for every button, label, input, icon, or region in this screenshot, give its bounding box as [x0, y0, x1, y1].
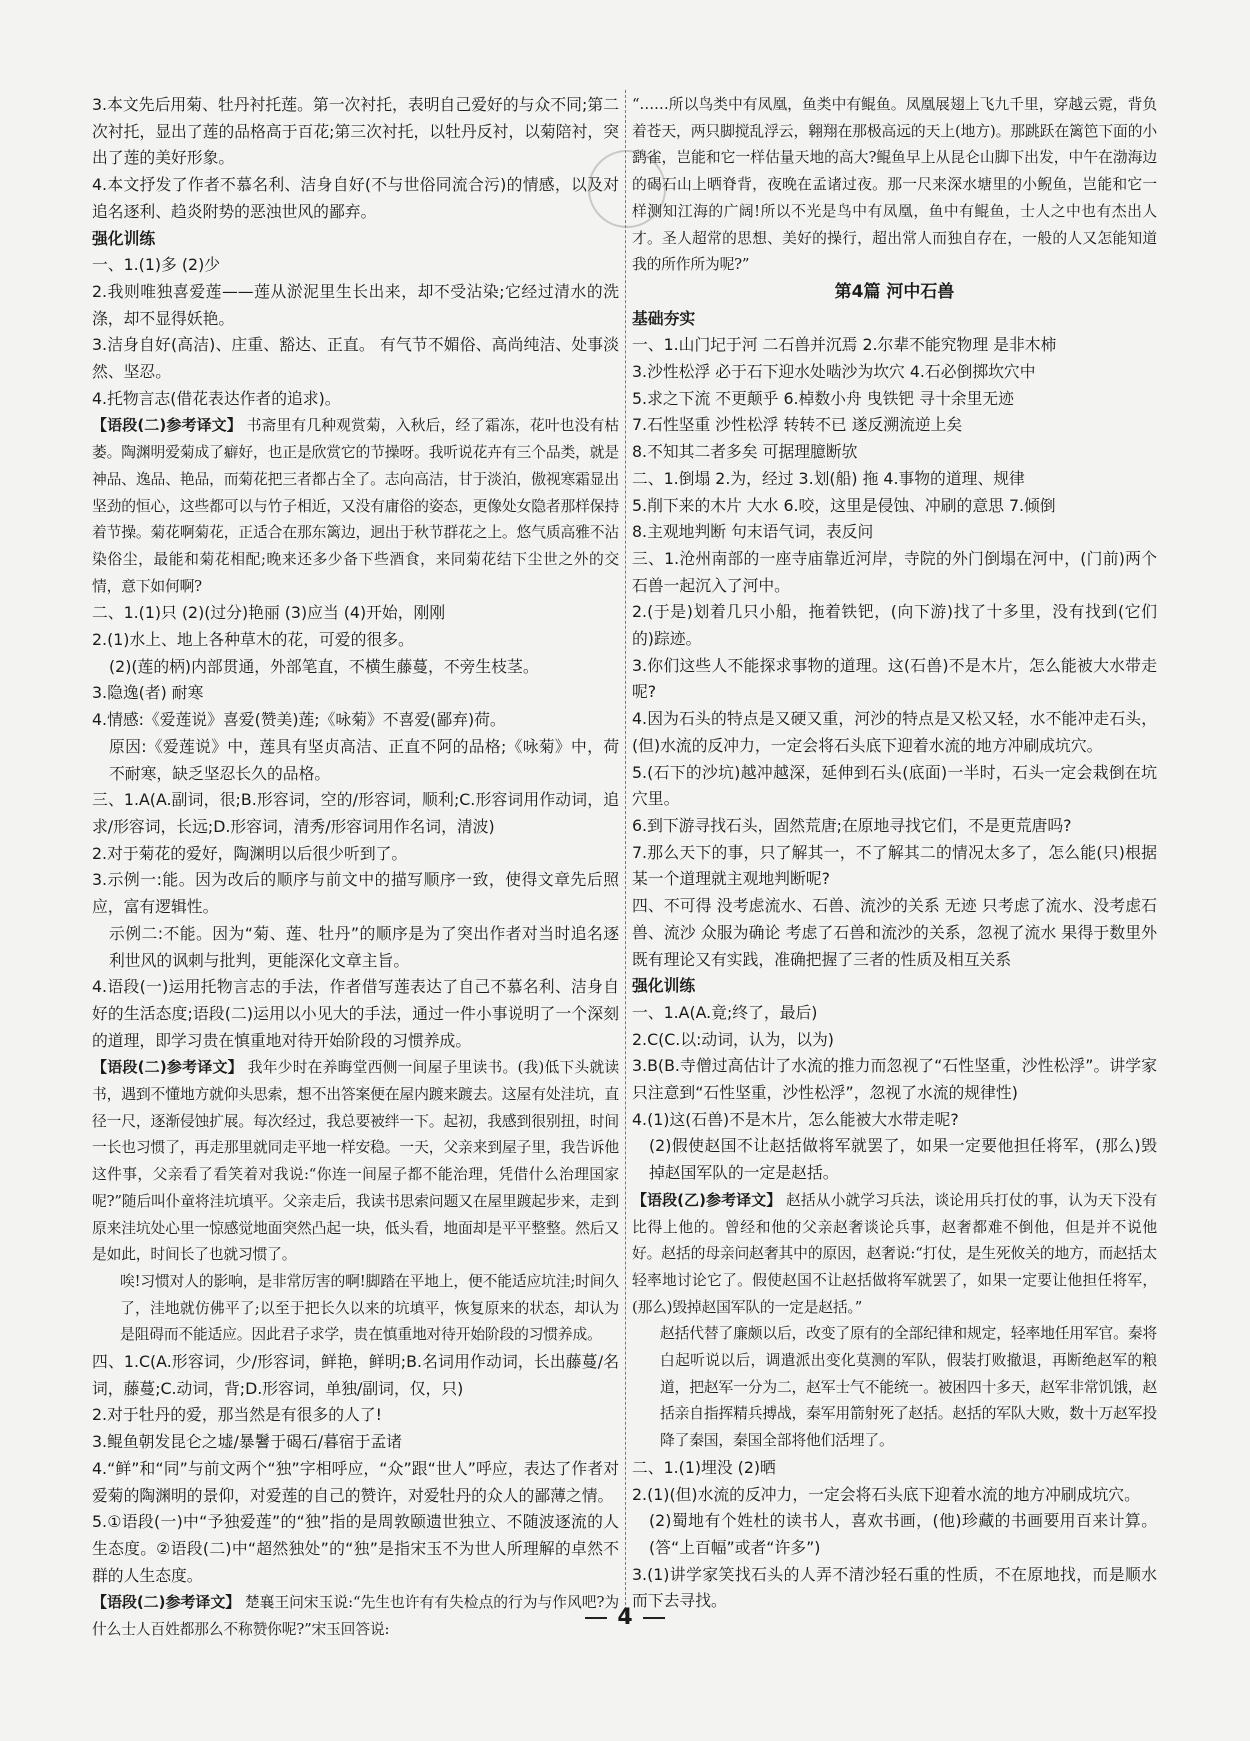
left-paragraph — [92, 279, 619, 332]
paragraph-text: 7.石性坚重 沙性松浮 转转不已 遂反溯流逆上矣 — [632, 415, 963, 435]
paragraph-text: 二、1.(1)埋没 (2)晒 — [632, 1457, 776, 1477]
right-paragraph — [632, 386, 1157, 413]
right-column — [632, 92, 1157, 1615]
right-paragraph — [632, 332, 1157, 359]
paragraph-text: 3.示例一:能。因为改后的顺序与前文中的描写顺序一致，使得文章先后照应，富有逻辑性。 — [92, 870, 619, 917]
paragraph-text: 赵括从小就学习兵法，谈论用兵打仗的事，认为天下没有比得上他的。曾经和他的父亲赵奢谈论兵事，赵奢都难不倒他，但是并不说他好。赵括的母亲问赵奢其中的原因，赵奢说:“打仗，是生死攸关的地方，而赵括太轻率地讨论它了。假使赵国不让赵括做将军就罢了，如果一定要让他担任将军，(那么)毁掉赵国军队的一定是赵括。” — [632, 1191, 1157, 1316]
right-paragraph — [632, 279, 1157, 306]
paragraph-text: 4.本文抒发了作者不慕名利、洁身自好(不与世俗同流合污)的情感，以及对追名逐利、趋炎附势的恶浊世风的鄙弃。 — [92, 175, 619, 221]
paragraph-text: 3.本文先后用菊、牡丹衬托莲。第一次衬托，表明自己爱好的与众不同;第二次衬托，显出了莲的品格高于百花;第三次衬托，以牡丹反衬，以菊陪衬，突出了莲的美好形象。 — [92, 95, 619, 168]
left-paragraph — [92, 1429, 619, 1456]
left-paragraph — [92, 92, 619, 172]
paragraph-text: 4.(1)这(石兽)不是木片，怎么能被大水带走呢? — [632, 1109, 959, 1129]
paragraph-text: 2.C(C.以:动词，认为，以为) — [632, 1029, 834, 1049]
paragraph-text: (2)假使赵国不让赵括做将军就罢了，如果一定要他担任将军，(那么)毁掉赵国军队的一定是赵括。 — [649, 1136, 1157, 1183]
paragraph-text: 2.对于菊花的爱好，陶渊明以后很少听到了。 — [92, 843, 408, 863]
paragraph-text: 3.B(B.寺僧过高估计了水流的推力而忽视了“石性坚重，沙性松浮”。讲学家只注意到“石性坚重，沙性松浮”，忽视了水流的规律性) — [632, 1056, 1157, 1103]
left-paragraph — [92, 841, 619, 868]
left-paragraph — [92, 627, 619, 654]
paragraph-text: 3.洁身自好(高洁)、庄重、豁达、正直。 有气节不媚俗、高尚纯洁、处事淡然、坚忍。 — [92, 335, 619, 382]
paragraph-text: 书斋里有几种观赏菊，入秋后，经了霜冻，花叶也没有枯萎。陶渊明爱菊成了癖好，也正是欣赏它的节操呀。我听说花卉有三个品类，就是神品、逸品、艳品，而菊花把三者都占全了。志向高洁，甘于淡泊，傲视寒霜显出坚劲的恒心，这些都可以与竹子相近，又没有庸俗的姿态，更像处女隐者那样保持着节操。菊花啊菊花，正适合在那东篱边，迥出于秋节群花之上。悠气质高雅不沾染俗尘，最能和菊花相配;晚来还多少备下些酒食，来同菊花结下尘世之外的交情，意下如何啊? — [92, 417, 619, 595]
right-paragraph — [632, 1107, 1157, 1134]
translation-tag: 【语段(二)参考译文】 — [92, 1593, 241, 1612]
paragraph-text: (2)蜀地有个姓杜的读书人，喜欢书画，(他)珍藏的书画要用百来计算。(答“上百幅”或者“许多”) — [649, 1511, 1158, 1557]
left-paragraph — [92, 867, 619, 920]
paragraph-text: 强化训练 — [92, 228, 156, 248]
left-paragraph — [92, 1269, 619, 1349]
paragraph-text: 一、1.山门圮于河 二石兽并沉焉 2.尔辈不能究物理 是非木柿 — [632, 335, 1057, 355]
paragraph-text: 5.求之下流 不更颠乎 6.棹数小舟 曳铁钯 寻十余里无迹 — [632, 388, 1014, 408]
paragraph-text: 四、不可得 没考虑流水、石兽、流沙的关系 无迹 只考虑了流水、没考虑石兽、流沙 众服为确论 考虑了石兽和流沙的关系，忽视了流水 果得于数里外 既有理论又有实践，准确把握了三者的性质及相互关系 — [632, 896, 1157, 969]
translation-tag: 【语段(二)参考译文】 — [92, 1058, 243, 1077]
paragraph-text: 楚襄王问宋玉说:“先生也许有有失检点的行为与作风吧?为什么士人百姓都那么不称赞你呢?”宋玉回答说: — [92, 1594, 619, 1639]
paragraph-text: 二、1.(1)只 (2)(过分)艳丽 (3)应当 (4)开始，刚刚 — [92, 603, 446, 623]
page-number — [0, 1605, 1250, 1630]
paragraph-text: 4.语段(一)运用托物言志的手法，作者借写莲表达了自己不慕名利、洁身自好的生活态度;语段(二)运用以小见大的手法，通过一件小事说明了一个深刻的道理，即学习贵在慎重地对待开始阶段的习惯养成。 — [92, 977, 619, 1050]
right-paragraph — [632, 412, 1157, 439]
paragraph-text: 二、1.倒塌 2.为，经过 3.划(船) 拖 4.事物的道理、规律 — [632, 468, 1025, 488]
left-paragraph — [92, 1509, 619, 1589]
left-paragraph — [92, 1402, 619, 1429]
paragraph-text: 3.(1)讲学家笑找石头的人弄不清沙轻石重的性质，不在原地找，而是顺水而下去寻找。 — [632, 1564, 1157, 1611]
right-paragraph — [632, 546, 1157, 599]
left-paragraph — [92, 412, 619, 600]
paragraph-text: 3.你们这些人不能探求事物的道理。这(石兽)不是木片，怎么能被大水带走呢? — [632, 655, 1157, 702]
paragraph-text: 2.(于是)划着几只小船，拖着铁钯，(向下游)找了十多里，没有找到(它们的)踪迹。 — [632, 602, 1157, 649]
paragraph-text: 三、1.沧州南部的一座寺庙靠近河岸，寺院的外门倒塌在河中，(门前)两个石兽一起沉入了河中。 — [632, 548, 1157, 595]
right-paragraph — [632, 1508, 1157, 1561]
paragraph-text: 唉!习惯对人的影响，是非常厉害的啊!脚踏在平地上，便不能适应坑洼;时间久了，洼地就仿佛平了;以至于把长久以来的坑填平，恢复原来的状态，却认为是阻碍而不能适应。因此君子求学，贵在慎重地对待开始阶段的习惯养成。 — [120, 1272, 619, 1344]
paragraph-text: 我年少时在养晦堂西侧一间屋子里读书。(我)低下头就读书，遇到不懂地方就仰头思索，想不出答案便在屋内踱来踱去。这屋有处洼坑，直径一尺，逐渐侵蚀扩展。每次经过，我总要被绊一下。起初，我感到很别扭，时间一长也习惯了，再走那里就同走平地一样安稳。一天，父亲来到屋子里，我告诉他这件事，父亲看了看笑着对我说:“你连一间屋子都不能治理，凭借什么治理国家呢?”随后叫仆童将洼坑填平。父亲走后，我读书思索问题又在屋里踱起步来，走到原来洼坑处心里一惊感觉地面突然凸起一块，低头看，地面却是平平整整。然后又是如此，时间长了也就习惯了。 — [92, 1059, 619, 1264]
paragraph-text: 3.沙性松浮 必于石下迎水处啮沙为坎穴 4.石必倒掷坎穴中 — [632, 362, 1036, 382]
paragraph-text: 强化训练 — [632, 976, 696, 996]
left-paragraph — [92, 386, 619, 413]
paragraph-text: 一、1.(1)多 (2)少 — [92, 255, 221, 275]
right-paragraph — [632, 840, 1157, 893]
right-paragraph — [632, 813, 1157, 840]
paragraph-text: 4.情感:《爱莲说》喜爱(赞美)莲;《咏菊》不喜爱(鄙弃)荷。 — [92, 710, 506, 730]
paragraph-text: 2.对于牡丹的爱，那当然是有很多的人了! — [92, 1405, 382, 1425]
paragraph-text: 一、1.A(A.竟;终了，最后) — [632, 1002, 818, 1022]
paragraph-text: 四、1.C(A.形容词，少/形容词，鲜艳，鲜明;B.名词用作动词，长出藤蔓/名词，藤蔓;C.动词，背;D.形容词，单独/副词，仅，只) — [92, 1352, 619, 1398]
right-paragraph — [632, 359, 1157, 386]
paragraph-text: “……所以鸟类中有凤凰，鱼类中有鲲鱼。凤凰展翅上飞九千里，穿越云霓，背负着苍天，两只脚搅乱浮云，翱翔在那极高远的天上(地方)。那跳跃在篱笆下面的小鹞雀，岂能和它一样估量天地的高大?鲲鱼早上从昆仑山脚下出发，中午在渤海边的碣石山上晒脊背，夜晚在孟诸过夜。那一尺来深水塘里的小鲵鱼，岂能和它一样测知江海的广阔!所以不光是鸟中有凤凰，鱼中有鲲鱼，士人之中也有杰出人才。圣人超常的思想、美好的操行，超出常人而独自存在，一般的人又怎能知道我的所作所为呢?” — [632, 96, 1157, 274]
paragraph-text: 2.(1)(但)水流的反冲力，一定会将石头底下迎着水流的地方冲刷成坑穴。 — [632, 1484, 1140, 1504]
left-paragraph — [92, 974, 619, 1054]
right-paragraph — [632, 1187, 1157, 1322]
paragraph-text: 原因:《爱莲说》中，莲具有坚贞高洁、正直不阿的品格;《咏菊》中，荷不耐寒，缺乏坚忍长久的品格。 — [109, 736, 619, 783]
right-paragraph — [632, 706, 1157, 759]
left-paragraph — [92, 172, 619, 225]
left-paragraph — [92, 787, 619, 840]
paragraph-text: 示例二:不能。因为“菊、莲、牡丹”的顺序是为了突出作者对当时追名逐利世风的讽刺与批判，更能深化文章主旨。 — [109, 923, 619, 970]
right-paragraph — [632, 92, 1157, 279]
paragraph-text: 3.隐逸(者) 耐寒 — [92, 683, 204, 703]
translation-tag: 【语段(二)参考译文】 — [92, 416, 242, 435]
paragraph-text: 基础夯实 — [632, 308, 696, 328]
right-paragraph — [632, 599, 1157, 652]
paragraph-text: 5.削下来的木片 大水 6.咬，这里是侵蚀、冲刷的意思 7.倾倒 — [632, 495, 1056, 515]
left-paragraph — [92, 1456, 619, 1509]
right-paragraph — [632, 1027, 1157, 1054]
left-paragraph — [92, 680, 619, 707]
paragraph-text: 4.托物言志(借花表达作者的追求)。 — [92, 388, 341, 408]
right-paragraph — [632, 439, 1157, 466]
right-paragraph — [632, 893, 1157, 973]
paragraph-text: 赵括代替了廉颇以后，改变了原有的全部纪律和规定，轻率地任用军官。秦将白起听说以后，调遣派出变化莫测的军队，假装打败撤退，再断绝赵军的粮道，把赵军一分为二，赵军士气不能统一。被困四十多天，赵军非常饥饿，赵括亲自指挥精兵搏战，秦军用箭射死了赵括。赵括的军队大败，数十万赵军投降了秦国，秦国全部将他们活埋了。 — [660, 1325, 1157, 1450]
right-paragraph — [632, 1133, 1157, 1186]
paragraph-text: 第4篇 河中石兽 — [834, 281, 955, 302]
paragraph-text: 8.主观地判断 句末语气词，表反问 — [632, 522, 874, 542]
paragraph-text: 6.到下游寻找石头，固然荒唐;在原地寻找它们，不是更荒唐吗? — [632, 815, 1072, 835]
right-paragraph — [632, 1455, 1157, 1482]
right-paragraph — [632, 306, 1157, 333]
paragraph-text: 三、1.A(A.副词，很;B.形容词，空的/形容词，顺利;C.形容词用作动词，追求/形容词，长远;D.形容词，清秀/形容词用作名词，清波) — [92, 790, 619, 836]
left-paragraph — [92, 707, 619, 734]
paragraph-text: 5.(石下的沙坑)越冲越深，延伸到石头(底面)一半时，石头一定会栽倒在坑穴里。 — [632, 762, 1157, 809]
right-paragraph — [632, 1321, 1157, 1455]
left-paragraph — [92, 600, 619, 627]
left-paragraph — [92, 332, 619, 385]
left-paragraph — [92, 226, 619, 253]
paragraph-text: 2.(1)水上、地上各种草木的花，可爱的很多。 — [92, 630, 414, 650]
left-paragraph — [92, 1349, 619, 1402]
left-paragraph — [92, 734, 619, 787]
right-paragraph — [632, 466, 1157, 493]
right-paragraph — [632, 653, 1157, 706]
translation-tag: 【语段(乙)参考译文】 — [632, 1190, 782, 1209]
paragraph-text: (2)(莲的柄)内部贯通，外部笔直，不横生藤蔓，不旁生枝茎。 — [109, 656, 539, 676]
left-paragraph — [92, 921, 619, 974]
right-paragraph — [632, 1482, 1157, 1509]
right-paragraph — [632, 973, 1157, 1000]
page-number-text: 4 — [617, 1605, 633, 1630]
left-column — [92, 92, 619, 1644]
paragraph-text: 5.①语段(一)中“予独爱莲”的“独”指的是周敦颐遗世独立、不随波逐流的人生态度。②语段(二)中“超然独处”的“独”是指宋玉不为世人所理解的卓然不群的人生态度。 — [92, 1512, 619, 1585]
paragraph-text: 3.鲲鱼朝发昆仑之墟/暴鬐于碣石/暮宿于孟诸 — [92, 1432, 403, 1452]
paragraph-text: 2.我则唯独喜爱莲——莲从淤泥里生长出来，却不受沾染;它经过清水的洗涤，却不显得妖艳。 — [92, 281, 619, 328]
column-divider — [625, 90, 626, 1620]
left-paragraph — [92, 1054, 619, 1269]
right-paragraph — [632, 1053, 1157, 1106]
right-paragraph — [632, 760, 1157, 813]
paragraph-text: 8.不知其二者多矣 可据理臆断欤 — [632, 442, 858, 462]
left-paragraph — [92, 252, 619, 279]
paragraph-text: 4.因为石头的特点是又硬又重，河沙的特点是又松又轻，水不能冲走石头，(但)水流的反冲力，一定会将石头底下迎着水流的地方冲刷成坑穴。 — [632, 709, 1157, 755]
paragraph-text: 7.那么天下的事，只了解其一，不了解其二的情况太多了，怎么能(只)根据某一个道理就主观地判断呢? — [632, 842, 1157, 889]
right-paragraph — [632, 1000, 1157, 1027]
right-paragraph — [632, 493, 1157, 520]
left-paragraph — [92, 654, 619, 681]
right-paragraph — [632, 519, 1157, 546]
paragraph-text: 4.“鲜”和“同”与前文两个“独”字相呼应，“众”跟“世人”呼应，表达了作者对爱菊的陶渊明的景仰，对爱莲的自己的赞许，对爱牡丹的众人的鄙薄之情。 — [92, 1458, 619, 1505]
